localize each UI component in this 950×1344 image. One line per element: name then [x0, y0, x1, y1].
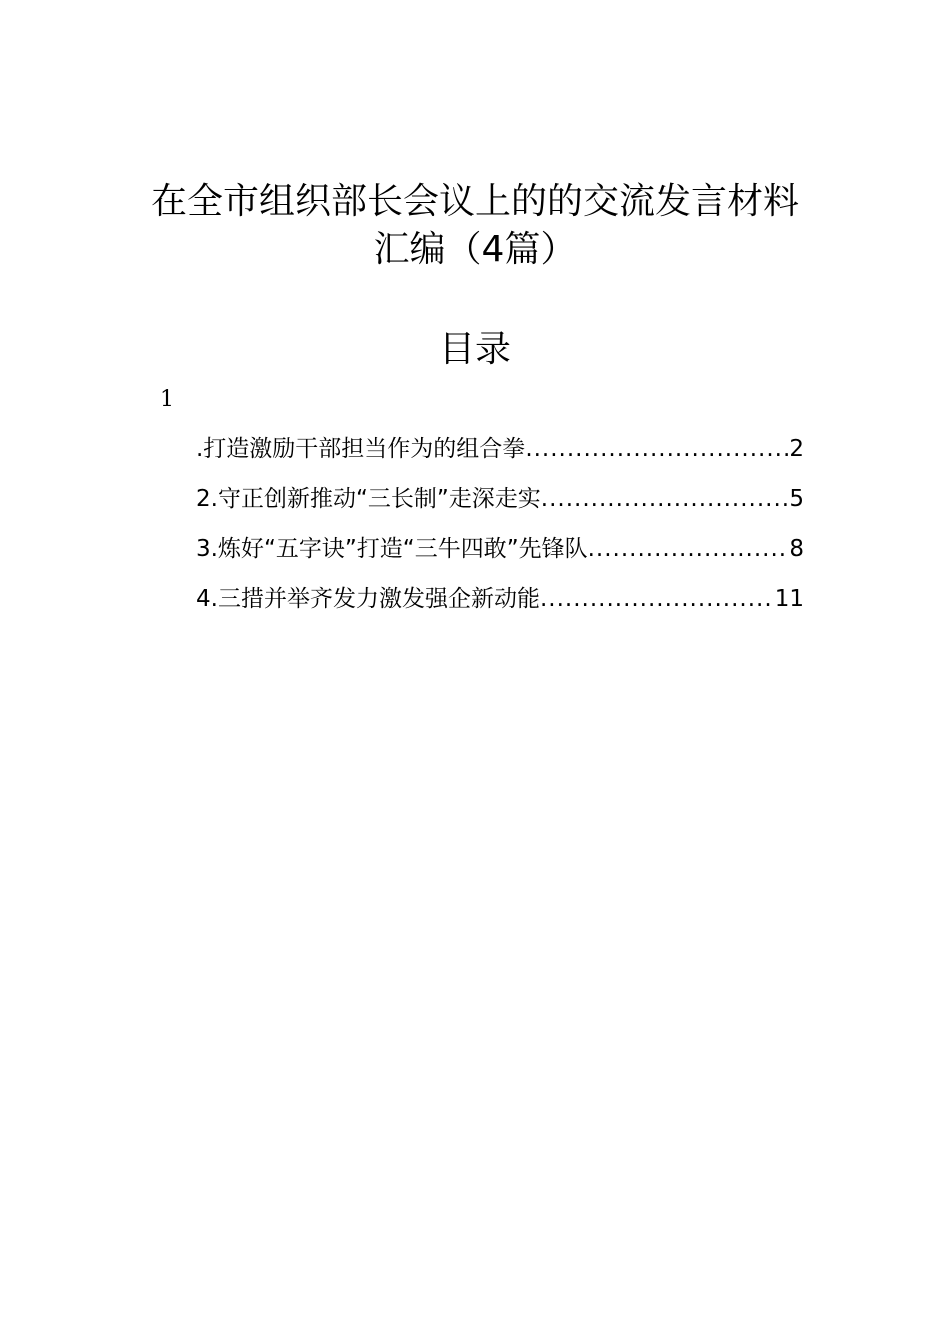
toc-dot-leader	[588, 532, 790, 566]
toc-entry[interactable]	[196, 532, 804, 582]
toc-entry-page: 5	[789, 486, 804, 512]
toc-dot-leader	[525, 432, 789, 466]
toc-entry-label: 2.守正创新推动“三长制”走深走实	[196, 486, 541, 512]
toc-entry[interactable]	[196, 482, 804, 532]
toc-entry-label: 4.三措并举齐发力激发强企新动能	[196, 586, 540, 612]
toc-entry[interactable]	[196, 582, 804, 632]
document-title-line-1: 在全市组织部长会议上的的交流发言材料	[150, 181, 799, 222]
toc-dot-leader	[541, 482, 790, 516]
document-title-line-2: 汇编（4篇）	[373, 229, 577, 270]
toc-heading: 目录	[438, 329, 511, 370]
section-marker: 1	[160, 387, 174, 412]
toc-entry-label: .打造激励干部担当作为的组合拳	[196, 436, 526, 462]
toc-entry-page: 11	[774, 586, 804, 612]
toc-dot-leader	[540, 582, 775, 616]
toc-entry-page: 8	[789, 536, 804, 562]
table-of-contents	[196, 432, 804, 632]
toc-entry[interactable]	[196, 432, 804, 482]
toc-entry-label: 3.炼好“五字诀”打造“三牛四敢”先锋队	[196, 536, 588, 562]
toc-entry-page: 2	[789, 436, 804, 462]
